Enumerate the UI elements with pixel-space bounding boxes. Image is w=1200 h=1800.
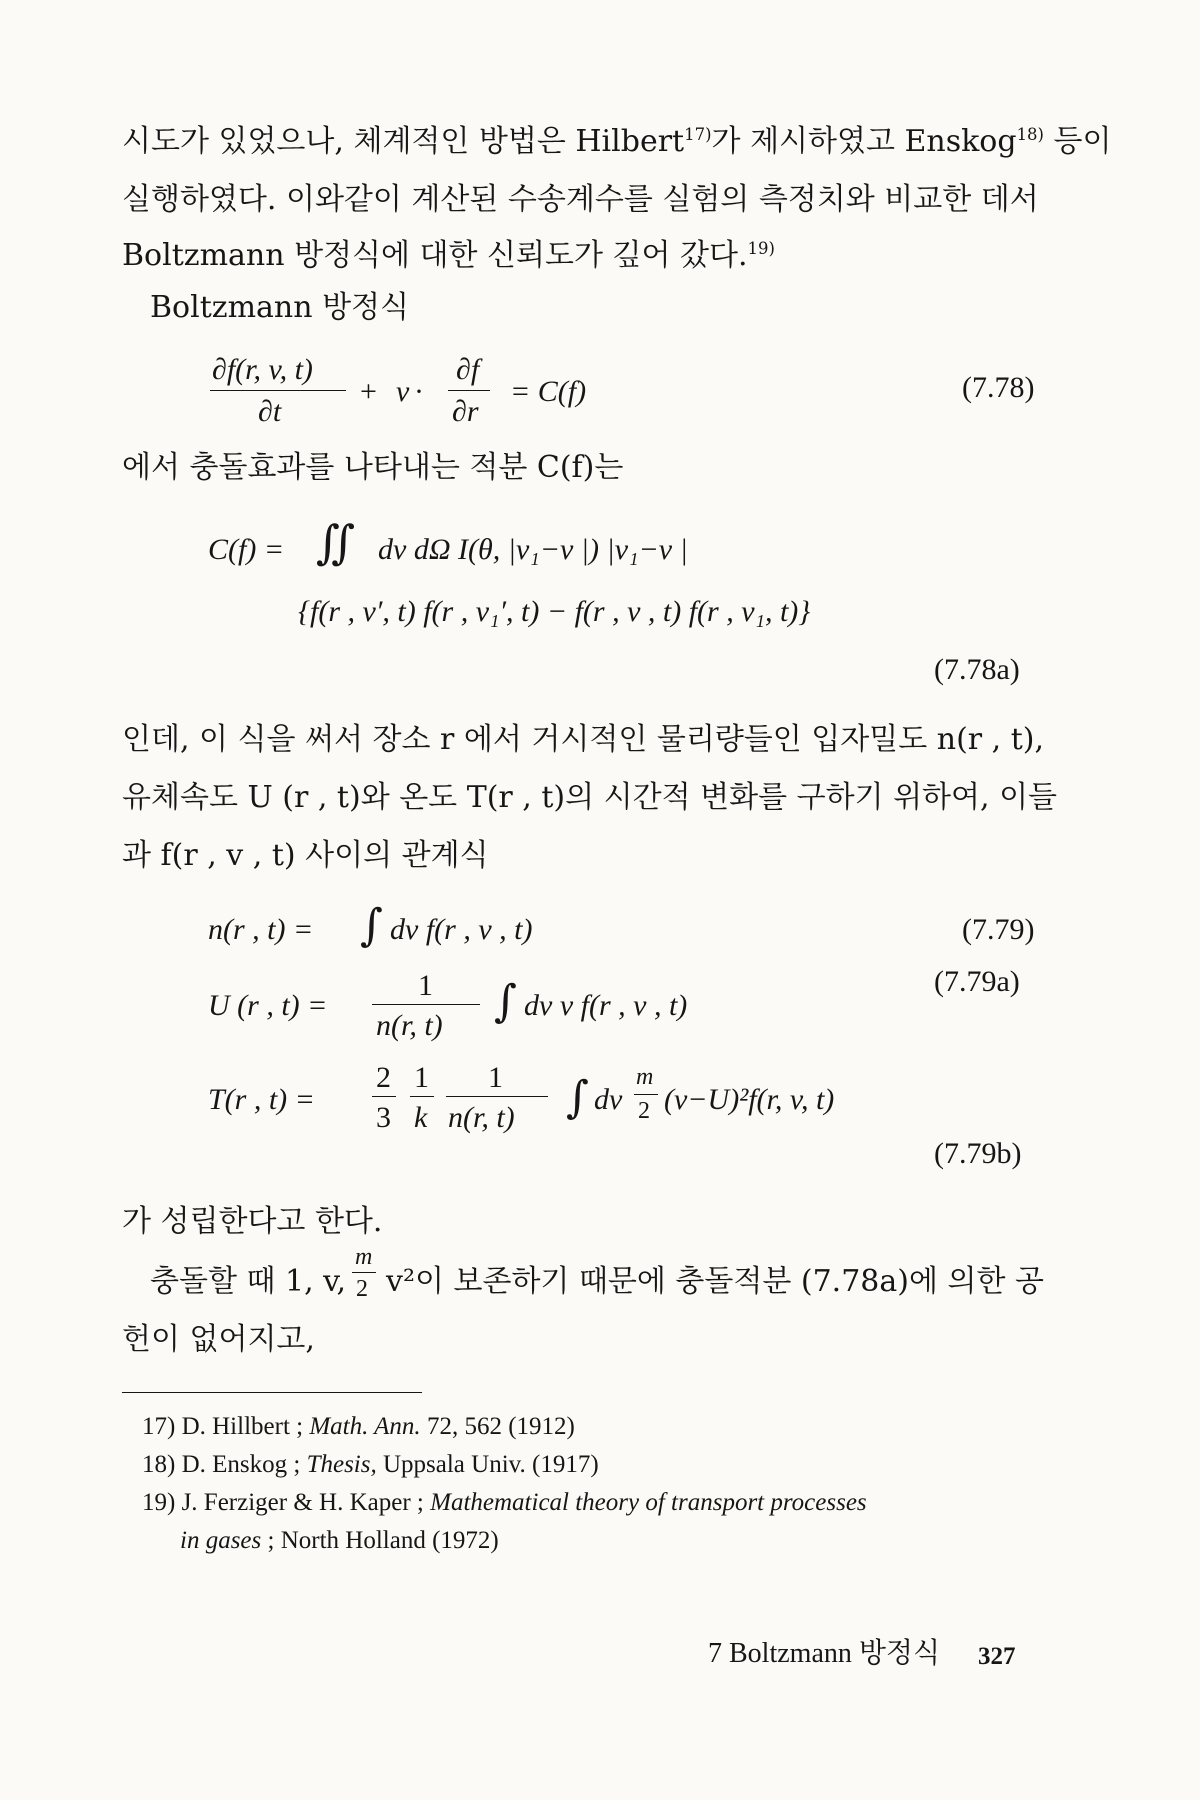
paragraph-5-line-1: 가 성립한다고 한다. bbox=[122, 1204, 383, 1239]
text: 시도가 있었으나, 체계적인 방법은 Hilbert bbox=[122, 124, 685, 159]
eq-rhs: (v−U)²f(r, v, t) bbox=[664, 1083, 835, 1116]
text: 등이 bbox=[1044, 124, 1112, 159]
equation-number: (7.78) bbox=[962, 371, 1035, 404]
equation-number: (7.79) bbox=[962, 913, 1035, 946]
footnote-19 bbox=[142, 1486, 867, 1520]
fraction-bar bbox=[410, 1096, 434, 1097]
fraction-bar bbox=[634, 1094, 658, 1095]
footnote-number: 19) bbox=[142, 1489, 176, 1516]
footnote-17 bbox=[142, 1410, 575, 1444]
footnote-details: Uppsala Univ. (1917) bbox=[382, 1451, 599, 1478]
equation-number: (7.79b) bbox=[934, 1137, 1022, 1170]
eq-two: 2 bbox=[638, 1098, 650, 1124]
eq-f3-den: n(r, t) bbox=[448, 1101, 515, 1134]
double-integral-sign: ∬ bbox=[316, 515, 356, 569]
footnote-ref-19[interactable]: 19) bbox=[747, 239, 775, 258]
paragraph-4-line-1: 인데, 이 식을 써서 장소 r 에서 거시적인 물리량들인 입자밀도 n(r , t), bbox=[122, 722, 1045, 757]
paragraph-1-line-2: 실행하였다. 이와같이 계산된 수송계수를 실험의 측정치와 비교한 데서 bbox=[122, 182, 1039, 217]
paragraph-6-line-1a: 충돌할 때 1, v, bbox=[150, 1264, 347, 1299]
fraction-bar bbox=[372, 1096, 396, 1097]
footnote-ref-17[interactable]: 17) bbox=[684, 125, 712, 144]
footnote-title: Math. Ann. bbox=[309, 1413, 421, 1440]
eq-fraction-numerator-2: ∂f bbox=[456, 353, 480, 386]
footnote-19-continuation bbox=[180, 1524, 499, 1558]
paragraph-6-line-1b: v²이 보존하기 때문에 충돌적분 (7.78a)에 의한 공 bbox=[386, 1264, 1044, 1299]
eq-m: m bbox=[636, 1064, 654, 1090]
integral-sign: ∫ bbox=[360, 900, 383, 951]
eq-rhs: dv v f(r , v , t) bbox=[524, 989, 688, 1022]
eq-f1-num: 2 bbox=[376, 1061, 391, 1094]
eq-lhs: n(r , t) = bbox=[208, 913, 314, 946]
text: 가 제시하였고 Enskog bbox=[711, 124, 1017, 159]
eq-dv: dv bbox=[594, 1083, 623, 1116]
fraction-bar bbox=[448, 390, 490, 391]
footnote-title: Thesis, bbox=[306, 1451, 377, 1478]
eq-lhs: C(f) = bbox=[208, 533, 285, 566]
footnote-title: Mathematical theory of transport processes bbox=[430, 1489, 867, 1516]
footnote-title-cont: in gases bbox=[180, 1527, 262, 1554]
eq-fraction-numerator: 1 bbox=[418, 969, 433, 1002]
paragraph-4-line-3: 과 f(r , v , t) 사이의 관계식 bbox=[122, 838, 489, 873]
footnote-ref-18[interactable]: 18) bbox=[1016, 125, 1044, 144]
equation-number: (7.78a) bbox=[934, 653, 1020, 686]
equation-number: (7.79a) bbox=[934, 965, 1020, 998]
paragraph-2-line-1: Boltzmann 방정식 bbox=[150, 290, 410, 325]
eq-rhs: = C(f) bbox=[510, 375, 587, 408]
eq-f2-den: k bbox=[414, 1101, 428, 1134]
page-number: 327 bbox=[978, 1643, 1016, 1670]
fraction-bar bbox=[352, 1272, 376, 1273]
fraction-bar bbox=[372, 1004, 480, 1005]
running-footer-chapter: 7 Boltzmann 방정식 bbox=[708, 1638, 941, 1669]
eq-lhs: U (r , t) = bbox=[208, 989, 328, 1022]
paragraph-1-line-3 bbox=[122, 236, 775, 276]
paragraph-4-line-2: 유체속도 U (r , t)와 온도 T(r , t)의 시간적 변화를 구하기 위하여, 이들 bbox=[122, 780, 1058, 815]
eq-fraction-numerator: ∂f(r, v, t) bbox=[212, 353, 313, 386]
paragraph-1-line-1 bbox=[122, 122, 1112, 162]
footnote-author: D. Enskog ; bbox=[181, 1451, 301, 1478]
eq-fraction-denominator: n(r, t) bbox=[376, 1009, 443, 1042]
eq-fraction-denominator: ∂t bbox=[258, 395, 282, 428]
footnote-divider bbox=[122, 1392, 422, 1393]
text: Boltzmann 방정식에 대한 신뢰도가 깊어 갔다. bbox=[122, 238, 748, 273]
eq-integrand-line-2: {f(r , v′, t) f(r , v₁′, t) − f(r , v , t) f(r , v₁, t)} bbox=[298, 595, 811, 628]
footnote-number: 18) bbox=[142, 1451, 176, 1478]
footnote-details: 72, 562 (1912) bbox=[426, 1413, 575, 1440]
fraction-bar bbox=[210, 390, 346, 391]
footnote-author: J. Ferziger & H. Kaper ; bbox=[181, 1489, 424, 1516]
eq-rhs: dv f(r , v , t) bbox=[390, 913, 533, 946]
footnote-18 bbox=[142, 1448, 599, 1482]
paragraph-3-line-1: 에서 충돌효과를 나타내는 적분 C(f)는 bbox=[122, 450, 624, 485]
eq-fraction-denominator-2: ∂r bbox=[452, 395, 479, 428]
eq-f1-den: 3 bbox=[376, 1101, 391, 1134]
paragraph-6-line-2: 헌이 없어지고, bbox=[122, 1322, 315, 1357]
eq-lhs: T(r , t) = bbox=[208, 1083, 315, 1116]
eq-two: 2 bbox=[356, 1276, 368, 1302]
integral-sign: ∫ bbox=[566, 1072, 589, 1123]
eq-f3-num: 1 bbox=[488, 1061, 503, 1094]
footnote-author: D. Hillbert ; bbox=[181, 1413, 304, 1440]
footnote-number: 17) bbox=[142, 1413, 176, 1440]
eq-dot: · bbox=[414, 375, 424, 408]
eq-f2-num: 1 bbox=[414, 1061, 429, 1094]
eq-v: v bbox=[396, 375, 410, 408]
eq-integrand-line-1: dv dΩ I(θ, |v₁−v |) |v₁−v | bbox=[378, 533, 688, 566]
integral-sign: ∫ bbox=[494, 976, 517, 1027]
fraction-bar bbox=[446, 1096, 548, 1097]
footnote-details: ; North Holland (1972) bbox=[267, 1527, 499, 1554]
eq-plus: + bbox=[360, 375, 377, 408]
eq-m: m bbox=[355, 1244, 373, 1270]
